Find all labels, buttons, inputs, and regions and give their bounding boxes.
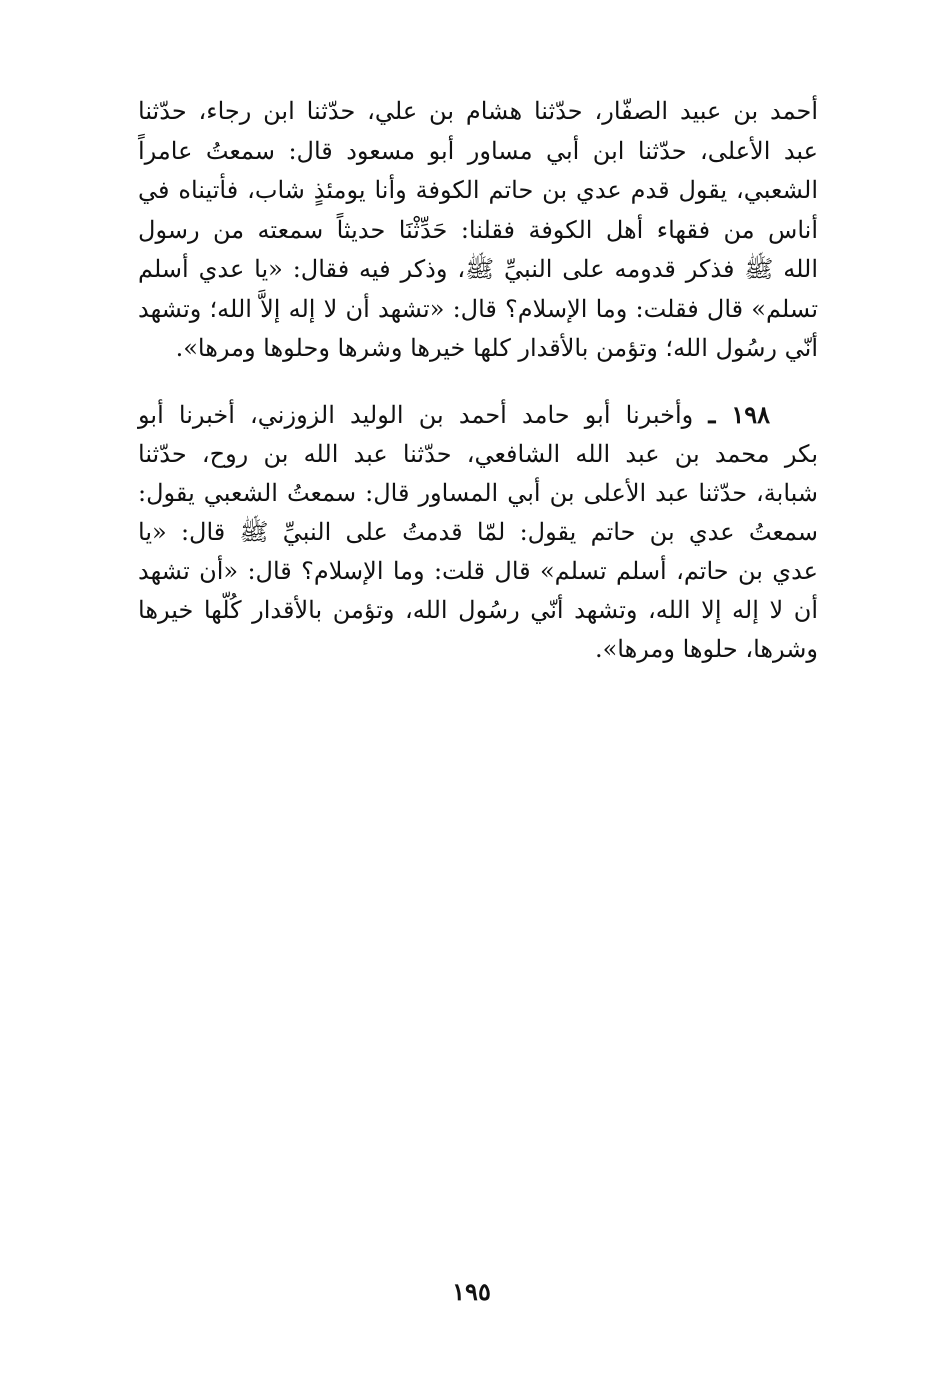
paragraph-2-line-6: أن لا إله إلا الله، وتشهد أنّي رسُول الله، وتؤمن بالأقدار كُلّها خيرها	[138, 596, 818, 624]
paragraph-2-line-1	[138, 395, 818, 435]
paragraph-2-line-3: شبابة، حدّثنا عبد الأعلى بن أبي المساور قال: سمعتُ الشعبي يقول:	[138, 479, 818, 507]
paragraph-2-line-1-text: وأخبرنا أبو حامد أحمد بن الوليد الزوزني، أخبرنا أبو	[138, 401, 694, 429]
page-number: ١٩٥	[452, 1277, 491, 1306]
paragraph-2-line-5: عدي بن حاتم، أسلم تسلم» قال قلت: وما الإسلام؟ قال: «أن تشهد	[138, 557, 818, 585]
paragraph-1	[138, 92, 818, 369]
paragraph-2-line-2: بكر محمد بن عبد الله الشافعي، حدّثنا عبد الله بن روح، حدّثنا	[138, 440, 818, 468]
paragraph-2	[138, 395, 818, 669]
paragraph-1-line-2: عبد الأعلى، حدّثنا ابن أبي مساور أبو مسعود قال: سمعتُ عامراً	[138, 136, 818, 165]
paragraph-2-line-7: وشرها، حلوها ومرها».	[594, 635, 818, 663]
paragraph-1-line-4: أناس من فقهاء أهل الكوفة فقلنا: حَدِّثْنَا حديثاً سمعته من رسول	[138, 215, 819, 244]
paragraph-1-line-6: تسلم» قال فقلت: وما الإسلام؟ قال: «تشهد أن لا إله إلاَّ الله؛ وتشهد	[138, 294, 818, 323]
hadith-number: ١٩٨ ـ	[708, 400, 770, 429]
paragraph-2-line-4: سمعتُ عدي بن حاتم يقول: لمّا قدمتُ على النبيِّ ﷺ قال: «يا	[138, 518, 818, 546]
paragraph-1-line-7: أنّي رسُول الله؛ وتؤمن بالأقدار كلها خيرها وشرها وحلوها ومرها».	[175, 334, 818, 362]
paragraph-1-line-5: الله ﷺ فذكر قدومه على النبيِّ ﷺ، وذكر فيه فقال: «يا عدي أسلم	[138, 255, 818, 283]
paragraph-1-line-3: الشعبي، يقول قدم عدي بن حاتم الكوفة وأنا يومئذٍ شاب، فأتيناه في	[138, 176, 818, 204]
paragraph-1-line-1: أحمد بن عبيد الصفّار، حدّثنا هشام بن علي، حدّثنا ابن رجاء، حدّثنا	[138, 97, 818, 125]
